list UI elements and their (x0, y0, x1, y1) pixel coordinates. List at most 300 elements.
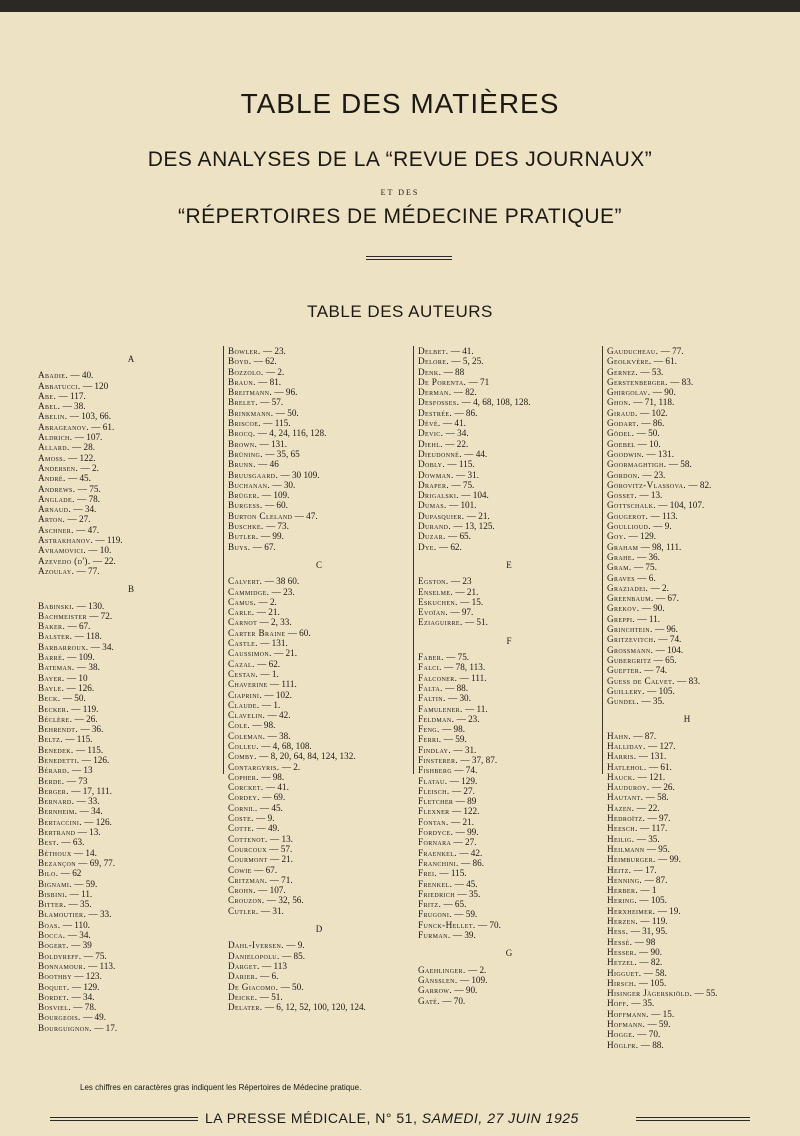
page-references: — 97. (448, 607, 474, 618)
author-entry (228, 459, 410, 469)
author-name: Graham (607, 541, 639, 552)
page-references: — 103, 66. (67, 411, 112, 422)
author-name: Finsterer. (418, 754, 459, 765)
author-name: Falci. (418, 662, 442, 673)
author-entry (228, 500, 410, 510)
section-letter: B (127, 584, 134, 595)
author-name: Fordyce. (418, 827, 454, 838)
page-references: — 26. (72, 713, 98, 724)
author-entry (607, 696, 767, 706)
author-name: Bruusgaard. (228, 469, 279, 480)
author-name: Buchanan. (228, 479, 271, 490)
author-entry (607, 490, 767, 500)
page-references: — 75. (449, 479, 475, 490)
page-references: — 104. (653, 644, 684, 655)
author-name: Bernard. (38, 796, 75, 807)
footer-rule-left (50, 1117, 198, 1118)
author-entry (607, 367, 767, 377)
page-references: — 31. (453, 469, 479, 480)
author-entry (38, 745, 224, 755)
author-name: Baker. (38, 621, 66, 632)
author-entry (228, 439, 410, 449)
title-line-2: DES ANALYSES DE LA “REVUE DES JOURNAUX” (147, 148, 653, 171)
author-name: Allard. (38, 442, 70, 453)
author-entry (228, 875, 410, 885)
author-name: Benedek. (38, 744, 74, 755)
author-name: Herber. (607, 885, 639, 896)
main-title: TABLE DES MATIÈRES (240, 88, 560, 119)
author-entry (607, 624, 767, 634)
author-entry (228, 521, 410, 531)
issue-number: N° 51, (375, 1110, 418, 1126)
author-name: Crohn. (228, 885, 256, 896)
page-references: — 35. (628, 998, 655, 1009)
page-references: — 38. (74, 662, 100, 673)
author-entry (38, 1012, 224, 1022)
author-name: Enselme. (418, 586, 454, 597)
footer-rule-right (636, 1117, 750, 1118)
page-references: — 119. (68, 703, 99, 714)
author-entry (418, 500, 600, 510)
author-name: Anglade. (38, 493, 75, 504)
author-name: Delater. (228, 1002, 263, 1013)
page-references: — 61. (651, 356, 677, 367)
page-references: — 61. (89, 421, 115, 432)
author-entry (228, 659, 410, 669)
author-name: Fishberg (418, 765, 452, 776)
page-references: — 122. (449, 806, 480, 817)
author-name: Deicke. (228, 991, 258, 1002)
author-name: Herxheimer. (607, 905, 656, 916)
author-name: Claude. (228, 699, 260, 710)
author-entry (607, 634, 767, 644)
author-name: Bilo. (38, 868, 59, 879)
page-references: — 85. (279, 950, 305, 961)
author-name: Cordey. (228, 792, 260, 803)
author-name: Faber. (418, 652, 444, 663)
author-name: Dévé. (418, 418, 441, 429)
page-references: — 83. (667, 376, 694, 387)
author-entry (228, 470, 410, 480)
author-entry (607, 583, 767, 593)
author-entry (607, 470, 767, 480)
page-references: — 99. (453, 827, 479, 838)
author-entry (418, 356, 600, 366)
page-references: — 115. (62, 734, 93, 745)
author-name: Gottschalk. (607, 500, 656, 511)
author-entry (38, 442, 224, 452)
author-entry (38, 504, 224, 514)
page-references: — 74. (641, 665, 668, 676)
author-entry (228, 720, 410, 730)
author-entry (38, 971, 224, 981)
author-name: Brelet. (228, 397, 258, 408)
page-references: — 129. (69, 981, 100, 992)
author-entry (607, 762, 767, 772)
author-entry (607, 387, 767, 397)
author-entry (228, 992, 410, 1002)
author-name: Cole. (228, 720, 251, 731)
author-entry (38, 724, 224, 734)
author-entry (228, 772, 410, 782)
author-name: Hoff. (607, 998, 629, 1009)
page-references: — 65. (651, 654, 677, 665)
page-references: — 58. (641, 967, 667, 978)
page-references: — 120 (80, 380, 109, 391)
author-entry (607, 500, 767, 510)
author-name: Cestan. (228, 668, 259, 679)
author-entry (607, 731, 767, 741)
author-entry (228, 367, 410, 377)
page-references: — 35, 65 (262, 448, 300, 459)
author-entry (228, 1002, 410, 1012)
author-entry (418, 511, 600, 521)
author-entry (228, 982, 410, 992)
author-entry (228, 542, 410, 552)
author-name: Beltz. (38, 734, 63, 745)
author-entry (418, 745, 600, 755)
page-references: — 65. (441, 899, 467, 910)
page-references: — 35. (634, 833, 660, 844)
page-references: — 97. (645, 813, 671, 824)
author-name: Franchini. (418, 857, 459, 868)
author-entry (418, 975, 600, 985)
page-references: — 6. (634, 572, 656, 583)
author-name: Friedrich (418, 888, 456, 899)
author-entry (607, 792, 767, 802)
author-name: Bertrand (38, 827, 76, 838)
author-entry (607, 418, 767, 428)
author-entry (607, 1029, 767, 1039)
author-entry (228, 648, 410, 658)
author-entry (228, 387, 410, 397)
author-name: Courmont (228, 854, 268, 865)
author-name: Hogge. (607, 1029, 635, 1040)
author-entry (418, 704, 600, 714)
author-name: Higguet. (607, 967, 642, 978)
author-name: Goebel (607, 438, 636, 449)
author-entry (607, 346, 767, 356)
column-divider (223, 346, 224, 774)
author-entry (228, 346, 410, 356)
author-entry (38, 494, 224, 504)
section-subtitle: TABLE DES AUTEURS (307, 302, 493, 321)
author-entry (418, 542, 600, 552)
page-references: — 31. (451, 744, 477, 755)
page-references: — 23. (454, 713, 480, 724)
author-entry (418, 796, 600, 806)
author-name: Flatau. (418, 775, 448, 786)
page-references: — 1. (259, 699, 281, 710)
page-references: — 62. (254, 658, 281, 669)
author-name: Abelin. (38, 411, 68, 422)
author-entry (38, 631, 224, 641)
page-references: — 35. (455, 888, 481, 899)
section-letter: G (505, 948, 513, 959)
page-references: — 131. (636, 751, 667, 762)
author-name: Boquet. (38, 981, 70, 992)
page-references: — 111. (457, 672, 487, 683)
page-references: — 95. (644, 843, 670, 854)
author-entry (38, 961, 224, 971)
page-references: — 50. (278, 981, 304, 992)
author-entry (607, 439, 767, 449)
column-divider (413, 346, 414, 774)
author-name: Fraenkel. (418, 847, 458, 858)
author-name: Gritzevitch. (607, 634, 657, 645)
page-references: — 86. (639, 418, 665, 429)
author-name: Feldman. (418, 713, 455, 724)
page-references: — 104, 107. (656, 500, 705, 511)
author-name: Berger. (38, 785, 69, 796)
index-column-1 (38, 346, 224, 1078)
author-entry (38, 566, 224, 576)
author-name: Cutler. (228, 905, 259, 916)
author-name: Grahe. (607, 551, 635, 562)
author-entry (228, 803, 410, 813)
author-entry (418, 576, 600, 586)
page-references: — 45. (65, 473, 91, 484)
page-references: — 46 (255, 459, 279, 470)
author-name: Feng. (418, 724, 440, 735)
author-name: Gougerot. (607, 510, 649, 521)
page-references: — 105. (637, 895, 667, 906)
author-name: Halliday. (607, 740, 646, 751)
page-references: — 119. (93, 535, 123, 546)
page-references: — 75. (443, 652, 470, 663)
author-name: Heesch. (607, 823, 638, 834)
page-references: — 107. (255, 885, 286, 896)
author-name: Hazen. (607, 802, 635, 813)
author-entry (228, 377, 410, 387)
author-name: Carnot (228, 617, 258, 628)
author-name: Furman. (418, 930, 451, 941)
author-name: Destrée. (418, 407, 453, 418)
section-letter: F (506, 635, 512, 646)
author-entry (38, 992, 224, 1002)
author-entry (607, 782, 767, 792)
author-entry (38, 1023, 224, 1033)
author-entry (38, 473, 224, 483)
author-name: Bitter. (38, 899, 67, 910)
page-references: — 98. (250, 720, 276, 731)
author-entry (607, 459, 767, 469)
author-name: Gernez. (607, 366, 639, 377)
author-entry (38, 848, 224, 858)
index-column-3 (418, 346, 600, 1078)
author-name: André. (38, 473, 66, 484)
author-entry (418, 930, 600, 940)
page-references: — 126. (81, 816, 112, 827)
author-name: Brinkmann. (228, 407, 274, 418)
author-name: Hesser. (607, 946, 637, 957)
page-references: — 102. (637, 407, 668, 418)
author-name: Gödel. (607, 428, 635, 439)
page-references: — 87. (642, 874, 668, 885)
author-name: Dobly. (418, 459, 446, 470)
page-references: — 21. (464, 510, 490, 521)
author-entry (607, 937, 767, 947)
page-references: — 21. (453, 586, 479, 597)
page-references: — 83. (674, 675, 701, 686)
author-name: Balster. (38, 631, 73, 642)
page-references: — 113. (85, 960, 116, 971)
author-entry (418, 806, 600, 816)
author-entry (418, 693, 600, 703)
author-entry (38, 601, 224, 611)
author-entry (607, 1009, 767, 1019)
author-entry (228, 961, 410, 971)
author-name: Bachmeister (38, 610, 87, 621)
author-name: Boas. (38, 919, 61, 930)
page-references: — 49. (80, 1012, 107, 1023)
author-name: De Porenta. (418, 376, 467, 387)
author-entry (38, 621, 224, 631)
page-references: — 34. (71, 504, 97, 515)
author-name: Hauck. (607, 771, 636, 782)
page-references: — 110. (60, 919, 90, 930)
page-references: — 113 (259, 960, 287, 971)
page-references: — 6, 12, 52, 100, 120, 124. (262, 1002, 366, 1013)
author-entry (607, 885, 767, 895)
author-entry (38, 401, 224, 411)
author-name: Bowler. (228, 346, 261, 356)
page-references: — 74. (656, 634, 682, 645)
page-references: — 60. (262, 500, 288, 511)
author-name: Bonnamour. (38, 960, 86, 971)
page-references: — 109. (457, 974, 488, 985)
page-references: — 99. (258, 531, 284, 542)
page-references: — 67. (653, 593, 679, 604)
page-references: — 23. (269, 586, 295, 597)
author-name: Bogert. (38, 940, 69, 951)
author-name: Herzen. (607, 916, 639, 927)
page-references: — 75. (81, 950, 107, 961)
column-divider (602, 346, 603, 774)
author-entry (607, 542, 767, 552)
author-entry (607, 823, 767, 833)
author-entry (607, 947, 767, 957)
index-column-2 (228, 346, 410, 1078)
page-references: — 86. (452, 407, 478, 418)
page-references: — 55. (692, 988, 718, 999)
page-references: — 62. (436, 541, 462, 552)
author-entry (38, 858, 224, 868)
author-entry (228, 834, 410, 844)
author-entry (38, 556, 224, 566)
author-name: Geolkvère. (607, 356, 652, 367)
author-entry (418, 755, 600, 765)
author-entry (38, 734, 224, 744)
page-references: — 13. (637, 490, 663, 501)
page-references: — 1 (638, 885, 657, 896)
page-references: — 13. (267, 833, 293, 844)
author-name: Ciaprini. (228, 689, 263, 700)
page-references: — 98 (632, 936, 656, 947)
author-entry (607, 480, 767, 490)
author-entry (607, 573, 767, 583)
author-name: Hessé. (607, 936, 633, 947)
author-name: Abe. (38, 390, 57, 401)
page-references: — 10. (86, 545, 112, 556)
author-name: Bosviel. (38, 1002, 71, 1013)
author-name: Aldrich. (38, 432, 73, 443)
author-entry (228, 844, 410, 854)
author-entry (228, 531, 410, 541)
author-entry (38, 1002, 224, 1012)
author-entry (607, 562, 767, 572)
page-references: — 17, 111. (68, 785, 112, 796)
page-references: — 82. (451, 387, 477, 398)
author-name: Höglfr. (607, 1039, 639, 1050)
author-name: Giraud. (607, 407, 638, 418)
author-entry (418, 985, 600, 995)
page-references: — 10. (635, 438, 661, 449)
author-name: Best. (38, 837, 60, 848)
page-references: — 34. (88, 641, 114, 652)
page-references: — 22. (90, 555, 116, 566)
page-references: — 77. (658, 346, 684, 356)
author-name: Copher. (228, 771, 259, 782)
author-name: Breitmann. (228, 387, 273, 398)
page-references: — 27. (65, 514, 91, 525)
author-entry (418, 899, 600, 909)
author-entry (228, 490, 410, 500)
page-references: — 11. (635, 613, 661, 624)
author-entry (38, 484, 224, 494)
section-letter: C (315, 559, 322, 570)
author-entry (607, 751, 767, 761)
author-entry (228, 751, 410, 761)
author-entry (607, 686, 767, 696)
page-references: — 23. (260, 346, 286, 356)
page-references: — 2. (279, 761, 301, 772)
author-entry (38, 693, 224, 703)
author-entry (228, 792, 410, 802)
author-entry (418, 459, 600, 469)
author-name: Duzar. (418, 531, 446, 542)
page-references: — 21. (448, 816, 474, 827)
page-references: — 50. (634, 428, 660, 439)
page-references: — 122. (65, 452, 96, 463)
author-entry (38, 714, 224, 724)
author-entry (418, 428, 600, 438)
author-entry (607, 511, 767, 521)
author-entry (418, 837, 600, 847)
author-entry (607, 531, 767, 541)
section-letter: H (683, 714, 691, 725)
page-references: — 42. (265, 710, 291, 721)
author-name: Boothby (38, 971, 72, 982)
author-name: Gaehlinger. (418, 964, 466, 975)
author-name: Hautant. (607, 792, 644, 803)
page-references: — 59. (71, 878, 98, 889)
page-references: — 2. (256, 596, 277, 607)
author-entry (38, 535, 224, 545)
author-name: Bateman. (38, 662, 75, 673)
author-name: Brüning. (228, 448, 263, 459)
author-name: Azoulay. (38, 565, 75, 576)
page-references: — 2. (78, 462, 99, 473)
author-name: Camus. (228, 596, 257, 607)
author-name: Contargyris. (228, 761, 280, 772)
author-entry (418, 909, 600, 919)
page-references: — 42. (457, 847, 483, 858)
author-name: Guess de Calvet. (607, 675, 675, 686)
page-references: — 82. (637, 957, 663, 968)
page-references: — 30 109. (278, 469, 320, 480)
author-name: Brunn. (228, 459, 256, 470)
